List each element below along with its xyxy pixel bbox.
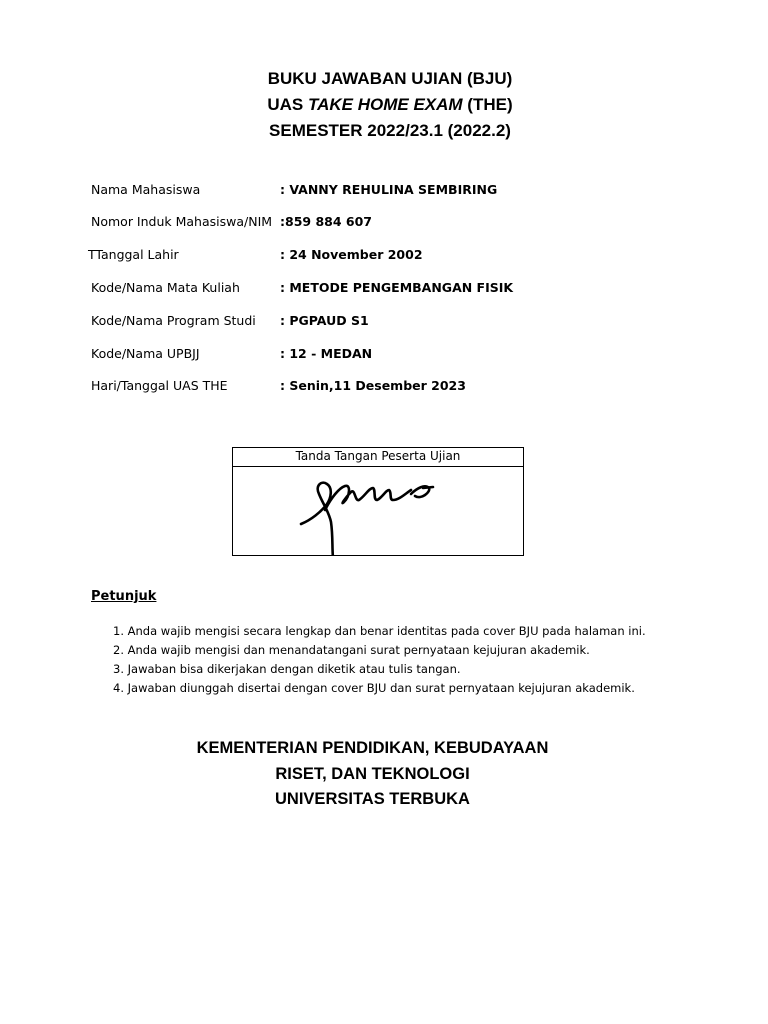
identity-row-course (91, 280, 691, 300)
document-title (0, 66, 768, 144)
signature-header: Tanda Tangan Peserta Ujian (233, 448, 523, 467)
footer-line-2: RISET, DAN TEKNOLOGI (275, 764, 470, 783)
instruction-item: 2. Anda wajib mengisi dan menandatangani surat pernyataan kejujuran akademik. (113, 643, 590, 657)
instructions-title: Petunjuk (91, 589, 157, 604)
identity-label: Kode/Nama UPBJJ (91, 346, 200, 361)
instruction-item: 1. Anda wajib mengisi secara lengkap dan benar identitas pada cover BJU pada halaman ini. (113, 624, 646, 638)
identity-value: : 12 - MEDAN (280, 346, 373, 361)
signature-box (232, 447, 524, 556)
identity-label: Kode/Nama Program Studi (91, 313, 256, 328)
footer-line-1: KEMENTERIAN PENDIDIKAN, KEBUDAYAAN (196, 739, 549, 757)
identity-value: : PGPAUD S1 (280, 313, 369, 328)
identity-label: Nama Mahasiswa (91, 182, 201, 197)
identity-label: Kode/Nama Mata Kuliah (91, 280, 240, 295)
identity-value: : Senin,11 Desember 2023 (280, 378, 466, 393)
footer-line-3: UNIVERSITAS TERBUKA (275, 790, 470, 808)
identity-row-nim (91, 214, 691, 234)
institution-footer (0, 736, 745, 813)
identity-row-name (91, 182, 691, 202)
title-line-2 (0, 92, 768, 118)
title-line-2-suffix: (THE) (462, 95, 513, 114)
instructions-list (113, 622, 646, 698)
identity-row-birthdate (88, 247, 688, 267)
identity-label: Nomor Induk Mahasiswa/NIM (91, 214, 273, 229)
identity-value: : 24 November 2002 (280, 247, 423, 262)
identity-label: Hari/Tanggal UAS THE (91, 378, 228, 393)
identity-label: TTanggal Lahir (88, 247, 179, 262)
title-line-1: BUKU JAWABAN UJIAN (BJU) (267, 69, 513, 88)
handwritten-signature (233, 466, 523, 555)
identity-row-exam-date (91, 378, 691, 398)
instruction-item: 3. Jawaban bisa dikerjakan dengan diketik atau tulis tangan. (113, 662, 461, 676)
title-line-2-prefix: UAS (267, 95, 308, 114)
identity-row-program (91, 313, 691, 333)
title-line-3: SEMESTER 2022/23.1 (2022.2) (269, 121, 511, 140)
identity-row-upbjj (91, 346, 691, 366)
instruction-item: 4. Jawaban diunggah disertai dengan cover BJU dan surat pernyataan kejujuran akademik. (113, 681, 635, 695)
identity-value: :859 884 607 (280, 214, 372, 229)
title-line-2-italic: TAKE HOME EXAM (308, 95, 463, 114)
identity-value: : METODE PENGEMBANGAN FISIK (280, 280, 514, 295)
identity-value: : VANNY REHULINA SEMBIRING (280, 182, 498, 197)
